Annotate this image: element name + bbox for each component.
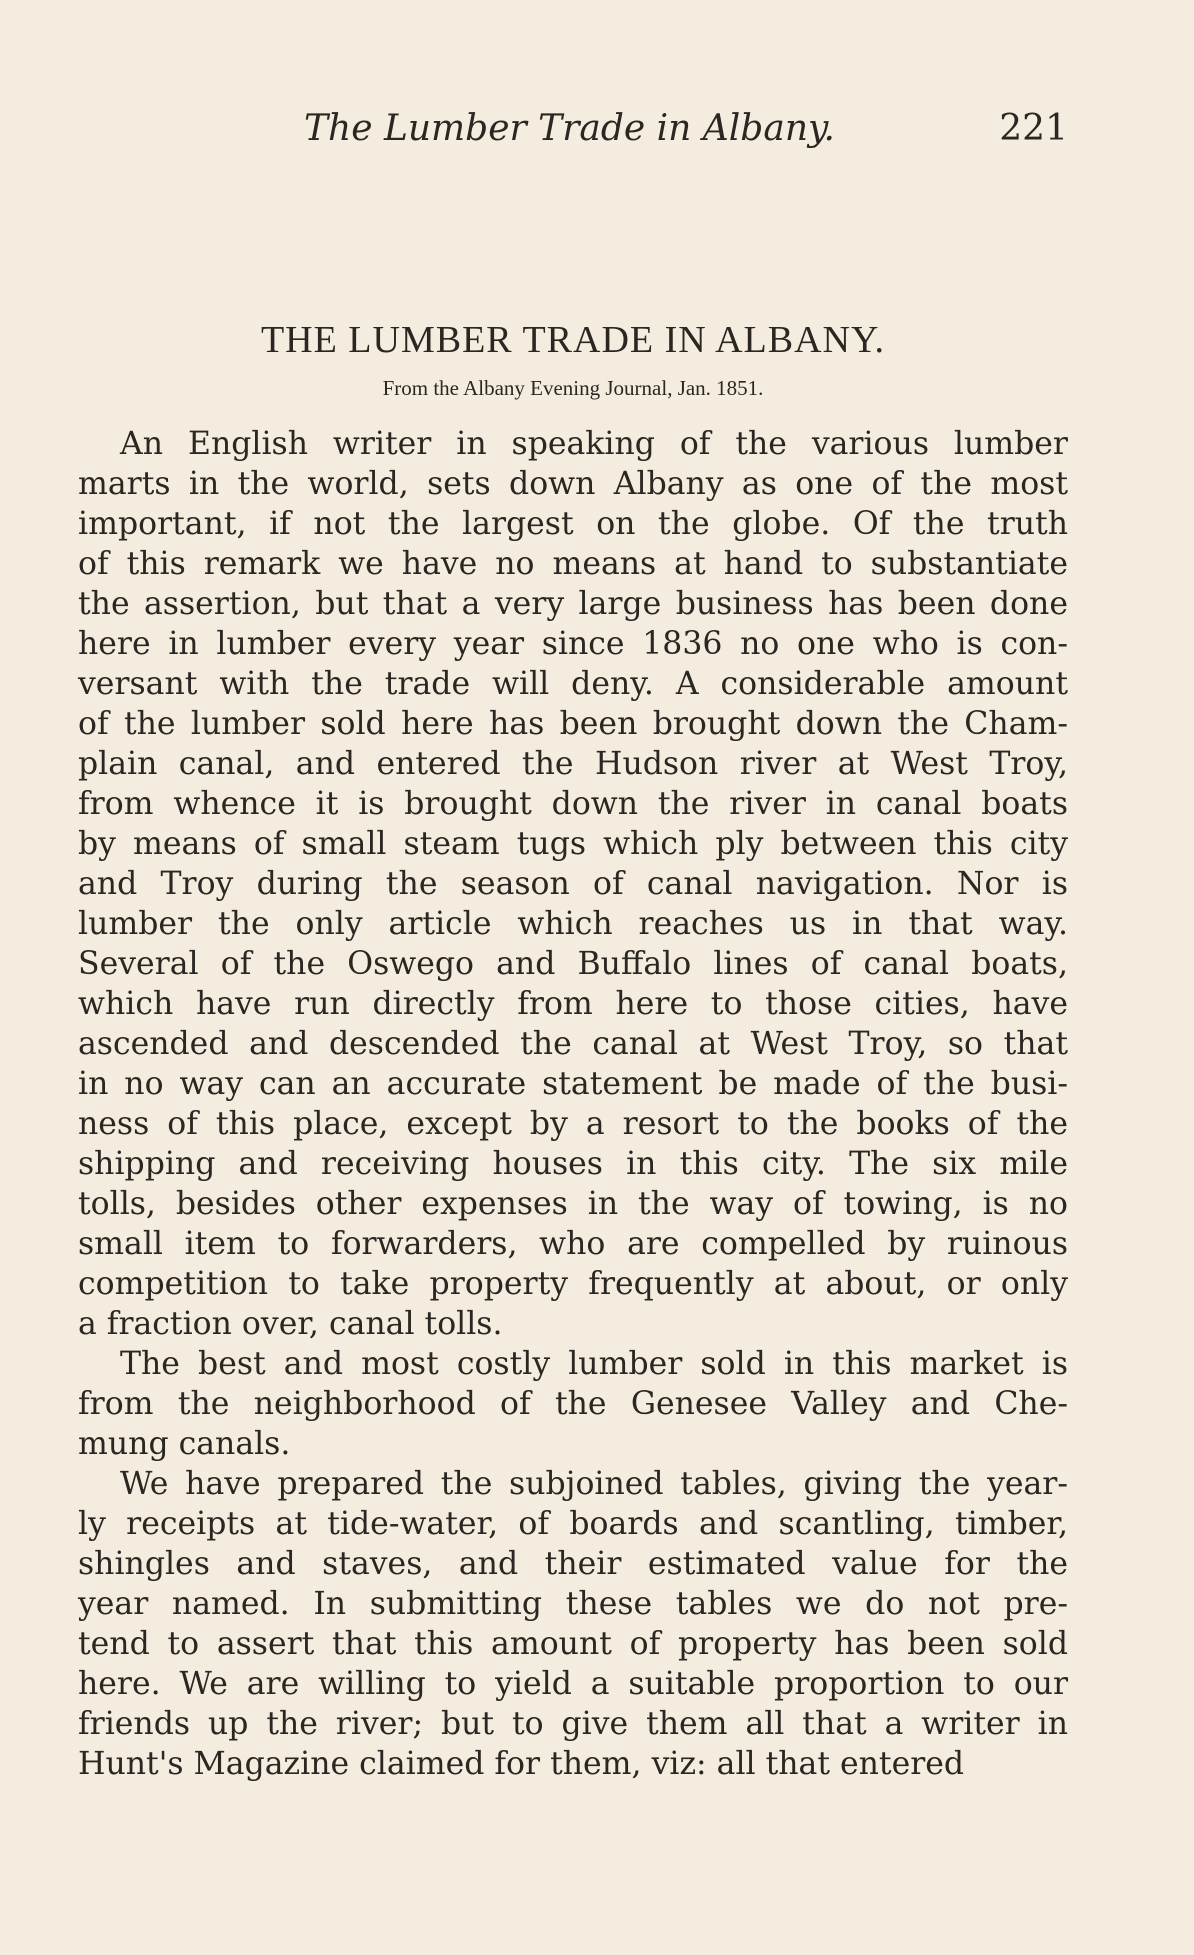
text-line: mung canals. — [78, 1426, 291, 1462]
text-line: marts in the world, sets down Albany as one of the most — [78, 466, 1068, 502]
text-line: of the lumber sold here has been brought down the Cham- — [78, 706, 1068, 742]
text-line: shingles and staves, and their estimated value for the — [78, 1546, 1068, 1582]
text-line: small item to forwarders, who are compelled by ruinous — [78, 1226, 1068, 1262]
text-line: competition to take property frequently at about, or only — [78, 1266, 1068, 1302]
text-line: from whence it is brought down the river in canal boats — [78, 786, 1068, 822]
text-line: by means of small steam tugs which ply between this city — [78, 826, 1068, 862]
text-line: Hunt's Magazine claimed for them, viz: all that entered — [78, 1746, 965, 1782]
text-line: from the neighborhood of the Genesee Valley and Che- — [78, 1386, 1068, 1422]
text-line: a fraction over, canal tolls. — [78, 1306, 503, 1342]
text-line: shipping and receiving houses in this city. The six mile — [78, 1146, 1068, 1182]
text-line: year named. In submitting these tables we do not pre- — [78, 1586, 1068, 1622]
paragraph — [78, 1344, 1068, 1464]
text-line: An English writer in speaking of the various lumber — [120, 426, 1068, 462]
article-body — [78, 424, 1068, 1784]
text-line: lumber the only article which reaches us in that way. — [78, 906, 1068, 942]
text-line: tend to assert that this amount of property has been sold — [78, 1626, 1068, 1662]
paragraph — [78, 424, 1068, 1344]
page-number: 221 — [999, 108, 1068, 149]
text-line: here in lumber every year since 1836 no one who is con- — [78, 626, 1068, 662]
text-line: which have run directly from here to those cities, have — [78, 986, 1068, 1022]
text-line: here. We are willing to yield a suitable proportion to our — [78, 1666, 1068, 1702]
text-line: important, if not the largest on the globe. Of the truth — [78, 506, 1068, 542]
text-line: ascended and descended the canal at West Troy, so that — [78, 1026, 1068, 1062]
text-line: ness of this place, except by a resort to the books of the — [78, 1106, 1068, 1142]
text-line: of this remark we have no means at hand to substantiate — [78, 546, 1068, 582]
text-line: friends up the river; but to give them all that a writer in — [78, 1706, 1068, 1742]
text-line: versant with the trade will deny. A considerable amount — [78, 666, 1068, 702]
text-line: plain canal, and entered the Hudson river at West Troy, — [78, 746, 1068, 782]
paragraph — [78, 1464, 1068, 1784]
text-line: and Troy during the season of canal navigation. Nor is — [78, 866, 1068, 902]
text-line: The best and most costly lumber sold in this market is — [120, 1346, 1068, 1382]
text-line: We have prepared the subjoined tables, giving the year- — [120, 1466, 1068, 1502]
article-title: THE LUMBER TRADE IN ALBANY. — [260, 319, 886, 361]
running-header — [78, 108, 1068, 158]
source-citation: From the Albany Evening Journal, Jan. 1851. — [382, 376, 764, 400]
text-line: the assertion, but that a very large business has been done — [78, 586, 1068, 622]
text-line: ly receipts at tide-water, of boards and scantling, timber, — [78, 1506, 1068, 1542]
text-line: in no way can an accurate statement be made of the busi- — [78, 1066, 1068, 1102]
text-line: tolls, besides other expenses in the way of towing, is no — [78, 1186, 1068, 1222]
running-title: The Lumber Trade in Albany. — [304, 108, 835, 149]
text-line: Several of the Oswego and Buffalo lines of canal boats, — [78, 946, 1068, 982]
